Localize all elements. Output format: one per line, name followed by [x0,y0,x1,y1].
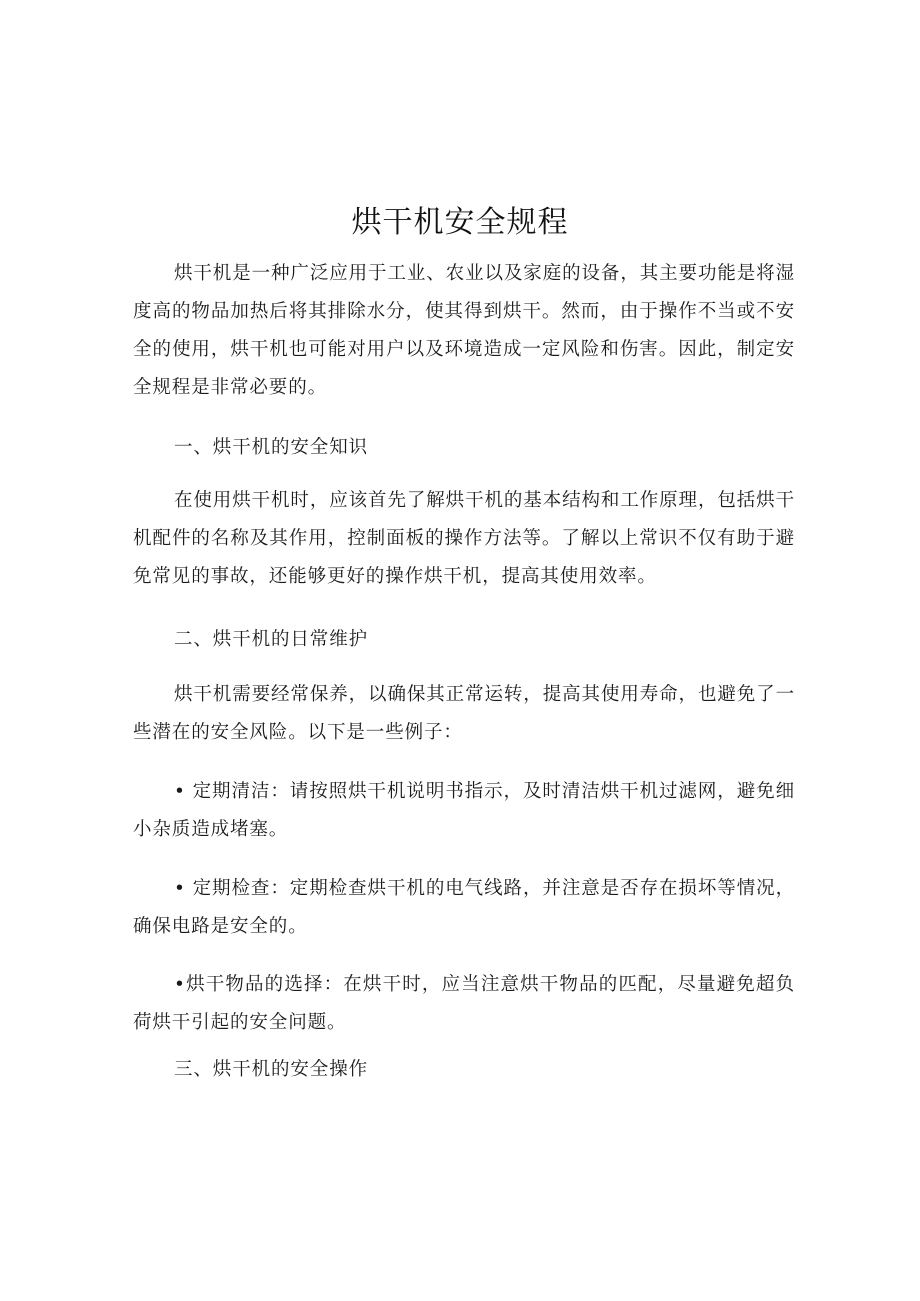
bullet-item-inspection: • 定期检查：定期检查烘干机的电气线路，并注意是否存在损坏等情况，确保电路是安全的。 [133,878,795,937]
bullet-item-item-selection: •烘干物品的选择：在烘干时，应当注意烘干物品的匹配，尽量避免超负荷烘干引起的安全问题。 [133,974,795,1033]
section-paragraph-safety-knowledge: 在使用烘干机时，应该首先了解烘干机的基本结构和工作原理，包括烘干机配件的名称及其作用，控制面板的操作方法等。了解以上常识不仅有助于避免常见的事故，还能够更好的操作烘干机，提高其使用效率。 [133,490,795,587]
section-heading-safety-knowledge: 一、烘干机的安全知识 [174,437,369,458]
bullet-item-cleaning: • 定期清洁：请按照烘干机说明书指示，及时清洁烘干机过滤网，避免细小杂质造成堵塞。 [133,781,795,840]
section-heading-daily-maintenance: 二、烘干机的日常维护 [174,629,369,650]
section-paragraph-daily-maintenance: 烘干机需要经常保养，以确保其正常运转，提高其使用寿命，也避免了一些潜在的安全风险。以下是一些例子： [133,684,795,743]
intro-paragraph: 烘干机是一种广泛应用于工业、农业以及家庭的设备，其主要功能是将湿度高的物品加热后将其排除水分，使其得到烘干。然而，由于操作不当或不安全的使用，烘干机也可能对用户以及环境造成一定风险和伤害。因此，制定安全规程是非常必要的。 [133,263,795,398]
document-title: 烘干机安全规程 [351,205,569,240]
section-heading-safe-operation: 三、烘干机的安全操作 [174,1059,369,1080]
